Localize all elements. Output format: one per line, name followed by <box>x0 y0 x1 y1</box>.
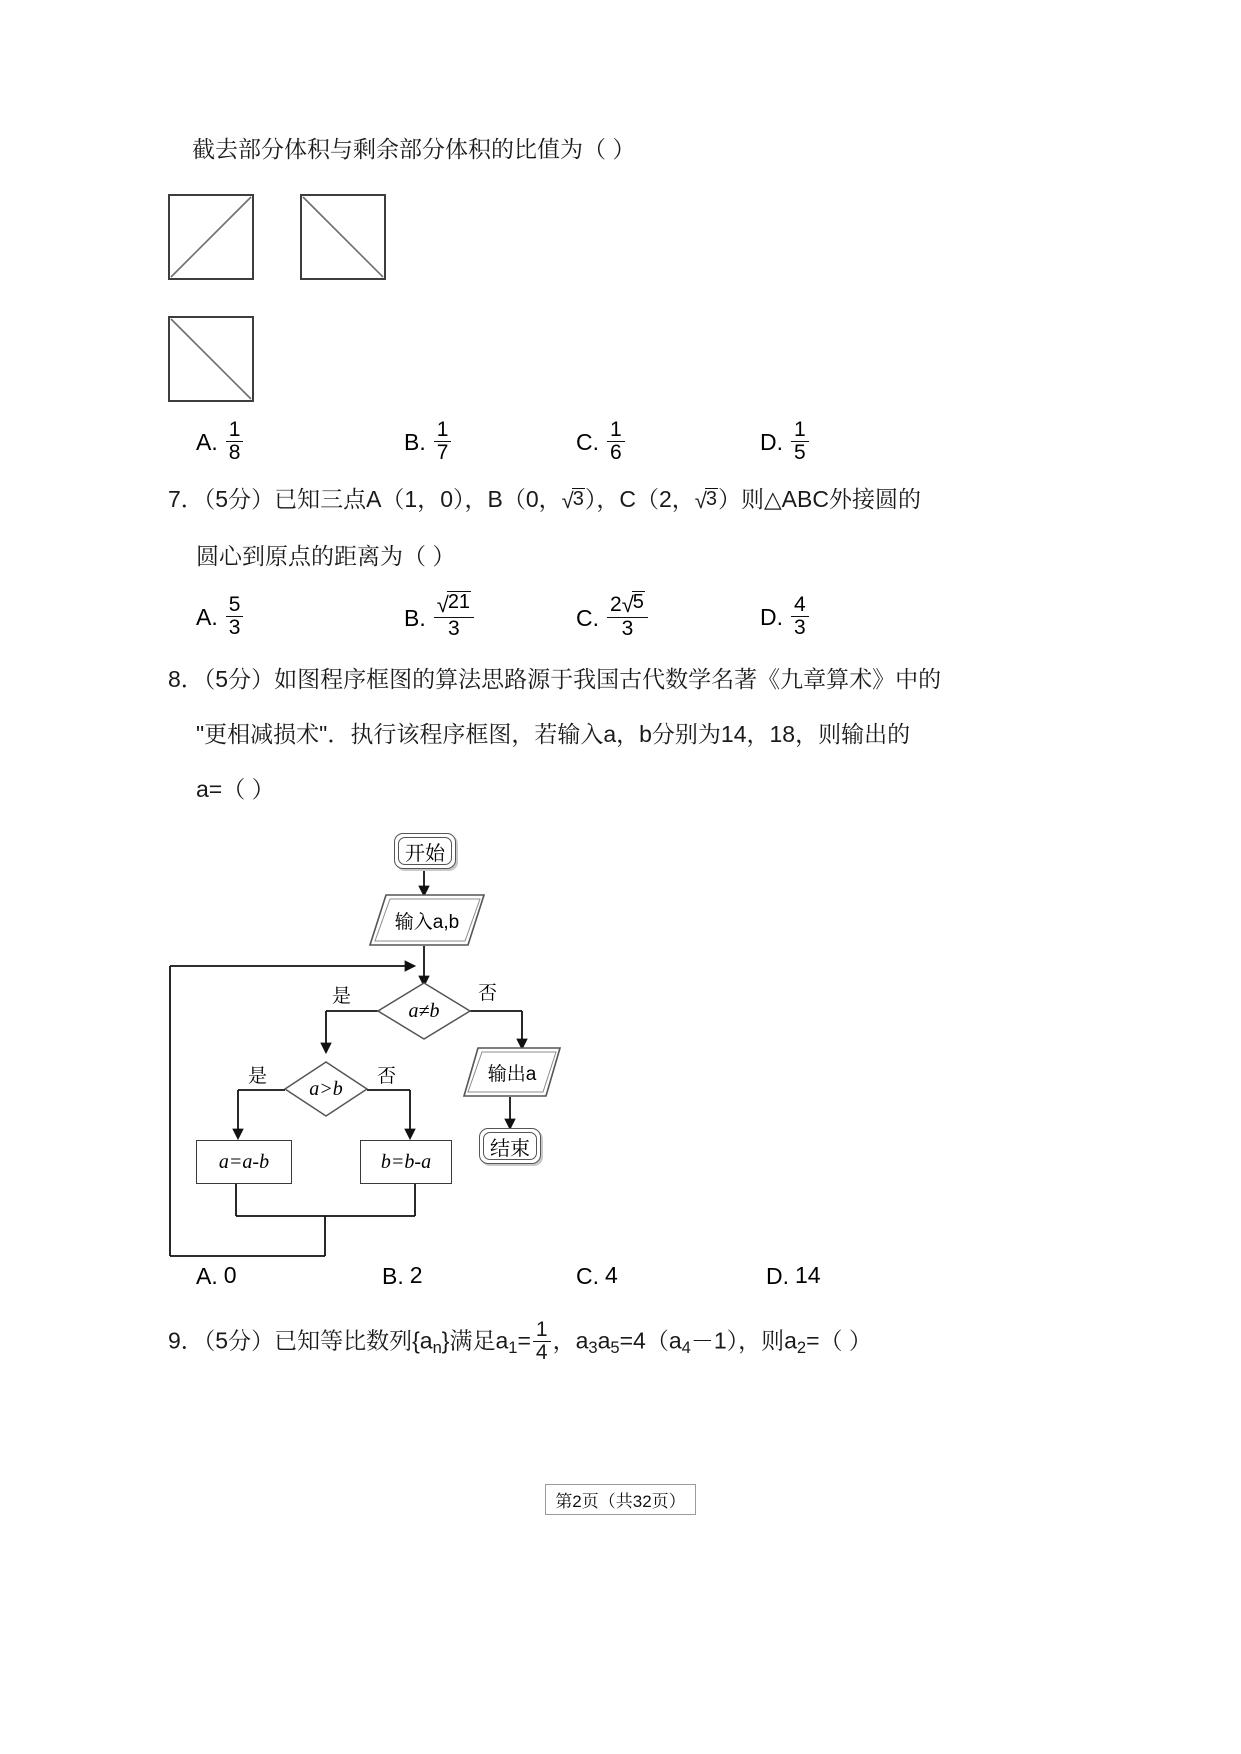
q8-option-c[interactable] <box>576 1262 618 1290</box>
q9-stem <box>168 1320 872 1365</box>
q8-num-text: 8． <box>168 666 204 692</box>
square-diagonal-3 <box>170 318 252 400</box>
q6-option-d-label: D. <box>760 429 783 456</box>
q8-option-a-label: A. <box>196 1263 218 1290</box>
q9-score: （5分） <box>203 1327 275 1354</box>
q7-option-c-fraction <box>607 591 648 641</box>
decision2-yes-label: 是 <box>248 1066 268 1087</box>
flowchart-action-right-label: b=b-a <box>380 1150 432 1173</box>
flowchart-output-node <box>462 1046 562 1098</box>
denominator: 3 <box>226 616 244 639</box>
q9-part-f: =4（a <box>619 1327 682 1354</box>
denominator: 3 <box>434 617 474 640</box>
numerator: 1 <box>228 418 241 441</box>
numerator: 1 <box>794 418 806 441</box>
q8-option-c-label: C. <box>576 1263 599 1290</box>
coefficient: 2 <box>610 593 622 617</box>
denominator: 4 <box>533 1341 551 1364</box>
flowchart-action-left-label: a=a-b <box>218 1150 270 1173</box>
flowchart-input-label: 输入a,b <box>394 911 460 933</box>
decision1-yes-label: 是 <box>332 986 352 1007</box>
q6-option-b-fraction <box>434 419 452 464</box>
numerator: 5 <box>228 593 241 616</box>
q6-option-d[interactable] <box>760 420 811 465</box>
numerator <box>607 591 648 617</box>
sqrt-3-second: √3 <box>694 487 717 513</box>
q7-stem-part3: ）则△ABC外接圆的 <box>717 486 921 512</box>
q8-option-d-value: 14 <box>795 1262 821 1288</box>
flowchart-action-left-node <box>196 1140 292 1184</box>
numerator <box>434 591 474 617</box>
flowchart-action-right-node <box>360 1140 452 1184</box>
q9-part-h: =（ ） <box>806 1327 872 1354</box>
q7-stem-part2: ），C（2， <box>584 486 695 512</box>
numerator: 1 <box>436 418 449 441</box>
flowchart-end-node <box>479 1128 541 1164</box>
q7-number <box>168 488 921 513</box>
denominator: 7 <box>434 441 452 464</box>
flowchart-start-node <box>394 833 456 869</box>
q9-part-d: ，a <box>552 1327 589 1354</box>
q7-option-b[interactable] <box>404 591 476 641</box>
sqrt-3-first: √3 <box>561 487 584 513</box>
q9-num-text: 9． <box>168 1327 204 1354</box>
q9-sub-n: n <box>432 1337 442 1357</box>
square-diagonal-1 <box>170 196 252 278</box>
q7-stem-line2: 圆心到原点的距离为（ ） <box>196 543 456 569</box>
q9-part-c: = <box>517 1327 531 1354</box>
q6-option-d-fraction <box>791 419 809 464</box>
q9-part-a: 已知等比数列{a <box>274 1327 433 1354</box>
q8-option-b[interactable] <box>382 1262 423 1290</box>
flowchart-decision1-node <box>376 981 472 1041</box>
q8-option-d-label: D. <box>766 1263 789 1290</box>
flowchart-input-node <box>368 893 486 947</box>
q7-option-b-label: B. <box>404 604 426 631</box>
q6-option-b[interactable] <box>404 420 453 465</box>
q6-option-a[interactable] <box>196 420 245 465</box>
flowchart-start-label: 开始 <box>405 842 445 865</box>
q6-option-c[interactable] <box>576 420 627 465</box>
decision2-no-label: 否 <box>377 1066 397 1087</box>
q8-option-b-value: 2 <box>409 1262 423 1288</box>
flowchart-output-label: 输出a <box>487 1063 537 1085</box>
figure-square-1 <box>168 194 254 280</box>
q7-option-d-label: D. <box>760 604 783 631</box>
q9-part-b: }满足a <box>441 1327 509 1354</box>
q6-option-b-label: B. <box>404 429 426 456</box>
q8-score: （5分） <box>203 666 275 692</box>
q7-option-a[interactable] <box>196 595 245 640</box>
q6-stem: 截去部分体积与剩余部分体积的比值为（ ） <box>192 136 636 162</box>
sqrt-5: √5 <box>621 591 644 617</box>
decision1-no-label: 否 <box>478 983 498 1004</box>
q9-sub-5: 5 <box>610 1337 620 1357</box>
q8-option-c-value: 4 <box>605 1262 618 1288</box>
flowchart-decision1-label: a≠b <box>408 999 440 1022</box>
q8-stem-line2: "更相减损术"．执行该程序框图，若输入a，b分别为14，18，则输出的 <box>196 721 911 747</box>
q8-stem-part1: 如图程序框图的算法思路源于我国古代数学名著《九章算术》中的 <box>274 666 942 692</box>
denominator: 5 <box>791 441 809 464</box>
q9-sub-1: 1 <box>508 1337 518 1357</box>
q6-option-c-fraction <box>607 419 625 464</box>
flowchart-decision2-node <box>283 1060 369 1118</box>
q9-part-g: －1），则a <box>690 1327 797 1354</box>
q8-option-a[interactable] <box>196 1262 237 1290</box>
q7-num-text: 7． <box>168 486 204 512</box>
sqrt-21: √21 <box>436 591 471 617</box>
q9-sub-4: 4 <box>681 1337 691 1357</box>
q9-sub-3: 3 <box>588 1337 598 1357</box>
q9-part-e: a <box>597 1327 611 1354</box>
q7-option-b-fraction <box>434 591 474 641</box>
q7-option-a-fraction <box>226 594 244 639</box>
q9-sub-2: 2 <box>796 1337 807 1357</box>
q8-option-b-label: B. <box>382 1263 404 1290</box>
q8-option-d[interactable] <box>766 1262 821 1290</box>
page-footer <box>0 1484 1241 1515</box>
q7-option-c-label: C. <box>576 604 599 631</box>
figure-square-3 <box>168 316 254 402</box>
q6-option-a-fraction <box>226 419 244 464</box>
numerator: 1 <box>535 1318 548 1341</box>
q7-option-d[interactable] <box>760 595 811 640</box>
q8-stem-line3: a=（ ） <box>196 776 275 802</box>
q8-option-a-value: 0 <box>223 1262 237 1288</box>
q7-stem-part1: 已知三点A（1，0），B（0， <box>274 486 562 512</box>
numerator: 1 <box>610 418 622 441</box>
q7-option-c[interactable] <box>576 591 650 641</box>
q7-option-a-label: A. <box>196 604 218 631</box>
denominator: 6 <box>607 441 625 464</box>
denominator: 3 <box>791 616 809 639</box>
page-indicator: 第2页（共32页） <box>545 1484 695 1515</box>
q7-score: （5分） <box>203 486 275 512</box>
flowchart-end-label: 结束 <box>490 1137 530 1160</box>
denominator: 3 <box>607 617 648 640</box>
q6-option-a-label: A. <box>196 429 218 456</box>
denominator: 8 <box>226 441 244 464</box>
numerator: 4 <box>794 593 806 616</box>
q9-fraction-one-fourth <box>533 1319 551 1364</box>
figure-square-2 <box>300 194 386 280</box>
square-diagonal-2 <box>302 196 384 278</box>
q7-option-d-fraction <box>791 594 809 639</box>
q8-stem-line1 <box>168 668 941 691</box>
q6-option-c-label: C. <box>576 429 599 456</box>
flowchart-decision2-label: a>b <box>309 1077 343 1100</box>
